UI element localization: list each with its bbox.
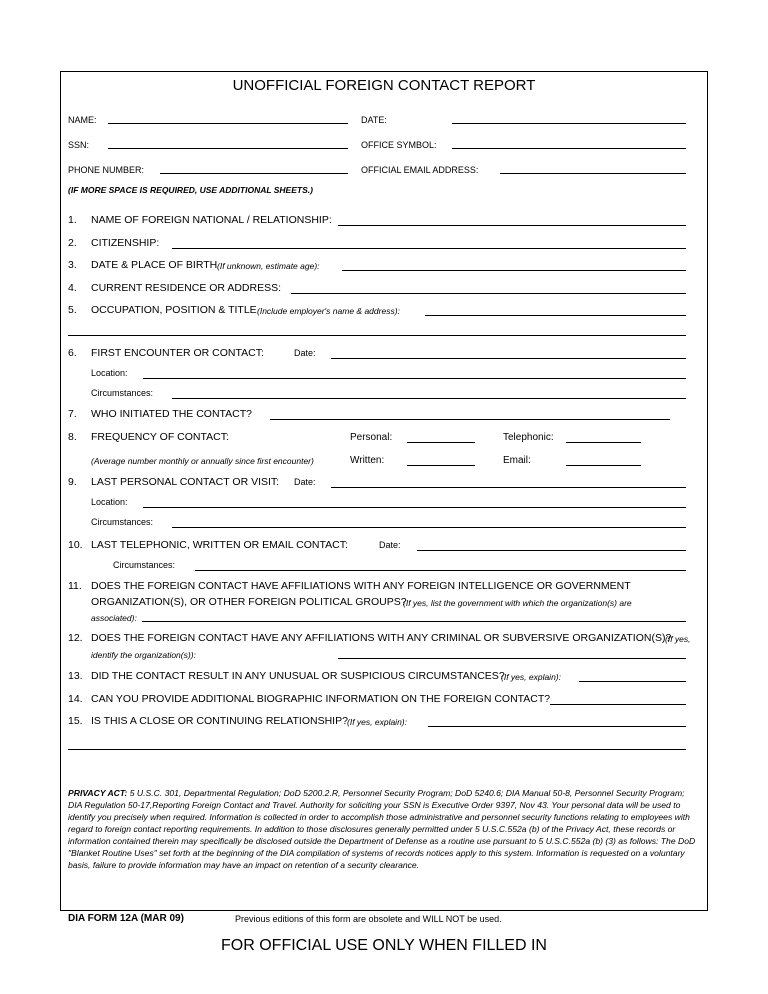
item-number: 1. — [68, 214, 77, 226]
q6-location-field[interactable] — [143, 378, 686, 379]
q5-field-line2[interactable] — [68, 335, 686, 336]
obsolete-notice: Previous editions of this form are obsolete and WILL NOT be used. — [235, 914, 502, 924]
q6-date-label: Date: — [294, 348, 316, 358]
written-label: Written: — [350, 455, 385, 466]
item-number: 9. — [68, 476, 77, 488]
q4-field[interactable] — [291, 293, 686, 294]
q10-date-field[interactable] — [417, 550, 686, 551]
q11-note: (If yes, list the government with which the organization(s) are — [403, 598, 632, 608]
q9-location-label: Location: — [91, 497, 128, 507]
item-number: 3. — [68, 259, 77, 271]
privacy-act — [68, 787, 696, 871]
item-number: 7. — [68, 408, 77, 420]
q7-label: WHO INITIATED THE CONTACT? — [91, 408, 253, 420]
q9-circumstances-field[interactable] — [172, 527, 686, 528]
written-field[interactable] — [407, 465, 475, 466]
email-contact-field[interactable] — [566, 465, 641, 466]
office-symbol-label: OFFICE SYMBOL: — [361, 140, 437, 150]
phone-field[interactable] — [160, 173, 348, 174]
item-number: 5. — [68, 304, 77, 316]
q1-label: NAME OF FOREIGN NATIONAL / RELATIONSHIP: — [91, 214, 332, 226]
q7-field[interactable] — [270, 419, 670, 420]
q8-note: (Average number monthly or annually since first encounter) — [91, 456, 314, 466]
more-space-note: (IF MORE SPACE IS REQUIRED, USE ADDITIONAL SHEETS.) — [68, 185, 313, 195]
q10-date-label: Date: — [379, 540, 401, 550]
item-number: 11. — [68, 580, 82, 592]
q12-label: DOES THE FOREIGN CONTACT HAVE ANY AFFILIATIONS WITH ANY CRIMINAL OR SUBVERSIVE ORGANIZATION(S)? — [91, 632, 672, 644]
q11-label-line2: ORGANIZATION(S), OR OTHER FOREIGN POLITICAL GROUPS? — [91, 596, 407, 608]
item-number: 10. — [68, 539, 83, 551]
form-id: DIA FORM 12A (MAR 09) — [68, 913, 184, 924]
q11-field[interactable] — [142, 621, 686, 622]
fouo-banner: FOR OFFICIAL USE ONLY WHEN FILLED IN — [221, 937, 547, 954]
q10-circumstances-label: Circumstances: — [113, 560, 176, 570]
q12-field[interactable] — [338, 658, 686, 659]
q14-field[interactable] — [550, 704, 686, 705]
q9-date-field[interactable] — [331, 487, 686, 488]
q11-note-line2: associated): — [91, 613, 137, 623]
q6-date-field[interactable] — [331, 358, 686, 359]
telephonic-label: Telephonic: — [503, 432, 554, 443]
telephonic-field[interactable] — [566, 442, 641, 443]
q11-label-line1: DOES THE FOREIGN CONTACT HAVE AFFILIATIONS WITH ANY FOREIGN INTELLIGENCE OR GOVERNMENT — [91, 580, 631, 592]
item-number: 14. — [68, 693, 83, 705]
q10-circumstances-field[interactable] — [195, 570, 686, 571]
office-symbol-field[interactable] — [452, 148, 686, 149]
item-number: 4. — [68, 282, 77, 294]
q12-note-line2: identify the organization(s)): — [91, 650, 196, 660]
q6-circumstances-field[interactable] — [172, 398, 686, 399]
q14-label: CAN YOU PROVIDE ADDITIONAL BIOGRAPHIC INFORMATION ON THE FOREIGN CONTACT? — [91, 693, 551, 705]
item-number: 15. — [68, 715, 83, 727]
q10-label: LAST TELEPHONIC, WRITTEN OR EMAIL CONTACT: — [91, 539, 348, 551]
q6-label: FIRST ENCOUNTER OR CONTACT: — [91, 347, 264, 359]
q13-note: (If yes, explain): — [501, 672, 561, 682]
form-title: UNOFFICIAL FOREIGN CONTACT REPORT — [232, 77, 536, 94]
q6-location-label: Location: — [91, 368, 128, 378]
q5-label: OCCUPATION, POSITION & TITLE — [91, 304, 257, 316]
item-number: 6. — [68, 347, 77, 359]
q2-field[interactable] — [172, 248, 686, 249]
q3-field[interactable] — [342, 270, 686, 271]
q4-label: CURRENT RESIDENCE OR ADDRESS: — [91, 282, 282, 294]
phone-label: PHONE NUMBER: — [68, 165, 145, 175]
q15-label: IS THIS A CLOSE OR CONTINUING RELATIONSHIP? — [91, 715, 348, 727]
q15-note: (If yes, explain): — [347, 717, 407, 727]
privacy-act-label: PRIVACY ACT: — [68, 788, 128, 798]
q6-circumstances-label: Circumstances: — [91, 388, 154, 398]
form-border — [60, 71, 708, 911]
date-field[interactable] — [452, 123, 686, 124]
q2-label: CITIZENSHIP: — [91, 237, 160, 249]
q3-note: (If unknown, estimate age): — [217, 261, 320, 271]
personal-field[interactable] — [407, 442, 475, 443]
name-label: NAME: — [68, 115, 97, 125]
q15-field-line2[interactable] — [68, 749, 686, 750]
ssn-field[interactable] — [108, 148, 348, 149]
item-number: 13. — [68, 670, 83, 682]
q12-note: (If yes, — [665, 634, 691, 644]
q9-label: LAST PERSONAL CONTACT OR VISIT: — [91, 476, 280, 488]
q15-field[interactable] — [428, 726, 686, 727]
q5-note: (Include employer's name & address): — [257, 306, 400, 316]
item-number: 8. — [68, 431, 77, 443]
date-label: DATE: — [361, 115, 387, 125]
q1-field[interactable] — [338, 225, 686, 226]
q5-field[interactable] — [425, 315, 686, 316]
personal-label: Personal: — [350, 432, 393, 443]
ssn-label: SSN: — [68, 140, 90, 150]
privacy-act-text: 5 U.S.C. 301, Departmental Regulation; DoD 5200.2.R, Personnel Security Program; DoD 5240.6; DIA Manual 50-8, Personnel Security Program; DIA Regulation 50-17,Reporting Foreign Contact and Travel. Authority for soliciting your SSN is Executive Order 9397, Nov 43. Your personal data will be used to identify you precisely when required. Information is collected in order to accomplish those administrative and personnel security functions relating to employees with regard to foreign contact reporting requirements. In addition to those disclosures generally permitted under 5 U.S.C.552a (b) of the Privacy Act, these records or information contained therein may specifically be disclosed outside the Department of Defense as a routine use pursuant to 5 U.S.C.552a (b) (3) as follows: The DoD "Blanket Routine Uses" set forth at the beginning of the DIA compilation of systems of records notices apply to this system. Information is requested on a voluntary basis, failure to provide information may have an impact on retention of a security clearance. — [68, 788, 696, 870]
q13-field[interactable] — [579, 681, 686, 682]
email-field[interactable] — [500, 173, 686, 174]
item-number: 2. — [68, 237, 77, 249]
q13-label: DID THE CONTACT RESULT IN ANY UNUSUAL OR SUSPICIOUS CIRCUMSTANCES? — [91, 670, 505, 682]
item-number: 12. — [68, 632, 83, 644]
email-contact-label: Email: — [503, 455, 531, 466]
name-field[interactable] — [108, 123, 348, 124]
email-label: OFFICIAL EMAIL ADDRESS: — [361, 165, 479, 175]
q3-label: DATE & PLACE OF BIRTH — [91, 259, 218, 271]
q8-label: FREQUENCY OF CONTACT: — [91, 431, 229, 443]
q9-date-label: Date: — [294, 477, 316, 487]
q9-location-field[interactable] — [143, 507, 686, 508]
q9-circumstances-label: Circumstances: — [91, 517, 154, 527]
